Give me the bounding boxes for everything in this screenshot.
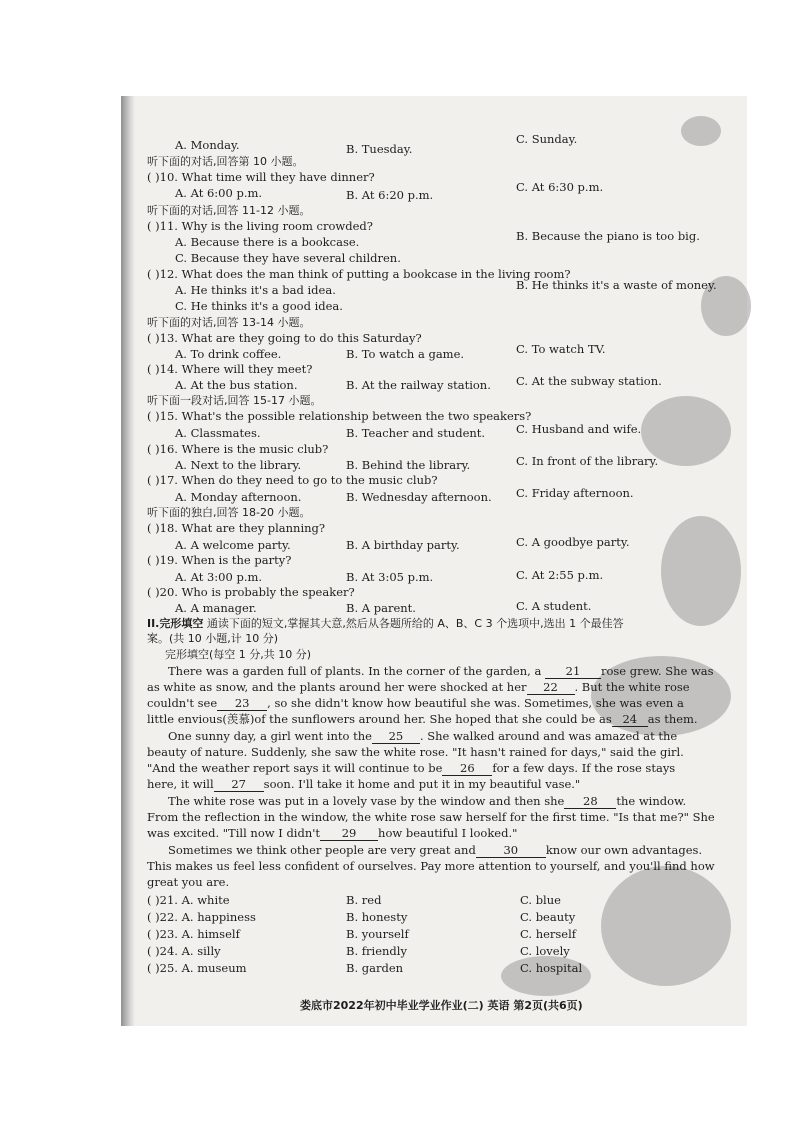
option: A. At 6:00 p.m. (175, 186, 263, 200)
blank-21: 21 (545, 664, 601, 679)
instruction: 听下面的对话,回答第 10 小题。 (147, 155, 304, 168)
instruction: 听下面的对话,回答 11-12 小题。 (147, 204, 311, 217)
blank-23: 23 (217, 696, 267, 711)
question: ( )12. What does the man think of putting a bookcase in the living room? (147, 267, 571, 281)
section-header (147, 617, 624, 631)
passage-line: was excited. "Till now I didn't 29 how beautiful I looked." (147, 826, 518, 840)
scan-noise (681, 116, 721, 146)
option: A. At 3:00 p.m. (175, 570, 263, 584)
passage-line: There was a garden full of plants. In the corner of the garden, a 21 rose grew. She was (168, 664, 714, 678)
q9-option-c: C. Sunday. (516, 132, 578, 146)
option: A. To drink coffee. (175, 347, 282, 361)
option: C. blue (520, 893, 561, 907)
option: A. He thinks it's a bad idea. (175, 283, 336, 297)
passage-line: great you are. (147, 875, 230, 889)
option: B. At 3:05 p.m. (346, 570, 434, 584)
question: ( )17. When do they need to go to the music club? (147, 473, 438, 487)
option: A. Next to the library. (175, 458, 302, 472)
section-instruction-2: 案。(共 10 小题,计 10 分) (147, 632, 279, 645)
blank-25: 25 (372, 729, 420, 744)
blank-27: 27 (214, 777, 264, 792)
question: ( )13. What are they going to do this Saturday? (147, 331, 422, 345)
option: C. Because they have several children. (175, 251, 401, 265)
option: C. lovely (520, 944, 570, 958)
option: ( )21. A. white (147, 893, 230, 907)
option: ( )25. A. museum (147, 961, 247, 975)
passage-line: This makes us feel less confident of ourselves. Pay more attention to yourself, and you'll find how (147, 859, 715, 873)
instruction: 听下面的对话,回答 13-14 小题。 (147, 316, 311, 329)
option: B. At 6:20 p.m. (346, 188, 434, 202)
option: B. honesty (346, 910, 408, 924)
passage-line: little envious(羡慕)of the sunflowers around her. She hoped that she could be as 24 as them. (147, 712, 698, 726)
passage-line: From the reflection in the window, the white rose saw herself for the first time. "Is that me?" She (147, 810, 715, 824)
question: ( )20. Who is probably the speaker? (147, 585, 355, 599)
section-instruction: 通读下面的短文,掌握其大意,然后从各题所给的 A、B、C 3 个选项中,选出 1 个最佳答 (206, 617, 624, 630)
passage-line: "And the weather report says it will continue to be 26 for a few days. If the rose stays (147, 761, 676, 775)
instruction: 听下面一段对话,回答 15-17 小题。 (147, 394, 322, 407)
blank-26: 26 (442, 761, 492, 776)
option: B. friendly (346, 944, 407, 958)
option: C. hospital (520, 961, 583, 975)
passage-line: Sometimes we think other people are very great and 30 know our own advantages. (168, 843, 703, 857)
blank-30: 30 (476, 843, 546, 858)
option: A. Because there is a bookcase. (175, 235, 360, 249)
option: B. Teacher and student. (346, 426, 486, 440)
question: ( )11. Why is the living room crowded? (147, 219, 373, 233)
option: C. herself (520, 927, 577, 941)
option: B. At the railway station. (346, 378, 491, 392)
option: C. In front of the library. (516, 454, 659, 468)
option: C. Husband and wife. (516, 422, 642, 436)
passage-line: beauty of nature. Suddenly, she saw the white rose. "It hasn't rained for days," said the girl. (147, 745, 684, 759)
option: ( )22. A. happiness (147, 910, 256, 924)
blank-28: 28 (564, 794, 616, 809)
option: C. At 2:55 p.m. (516, 568, 604, 582)
option: A. Monday afternoon. (175, 490, 302, 504)
scan-noise (601, 866, 731, 986)
passage-line: as white as snow, and the plants around her were shocked at her 22 . But the white rose (147, 680, 690, 694)
option: C. At the subway station. (516, 374, 662, 388)
option: B. Because the piano is too big. (516, 229, 700, 243)
page-footer: 娄底市2022年初中毕业学业作业(二) 英语 第2页(共6页) (300, 999, 583, 1012)
option: C. At 6:30 p.m. (516, 180, 604, 194)
option: A. A welcome party. (175, 538, 291, 552)
option: C. A goodbye party. (516, 535, 630, 549)
passage-line: here, it will 27 soon. I'll take it home and put it in my beautiful vase." (147, 777, 581, 791)
question: ( )15. What's the possible relationship between the two speakers? (147, 409, 532, 423)
question: ( )19. When is the party? (147, 553, 292, 567)
passage-line: One sunny day, a girl went into the 25 . She walked around and was amazed at the (168, 729, 678, 743)
question: ( )16. Where is the music club? (147, 442, 329, 456)
passage-line: couldn't see 23 , so she didn't know how beautiful she was. Sometimes, she was even a (147, 696, 684, 710)
option: C. A student. (516, 599, 592, 613)
option: B. Wednesday afternoon. (346, 490, 492, 504)
q9-option-a: A. Monday. (175, 138, 240, 152)
blank-29: 29 (320, 826, 378, 841)
question: ( )18. What are they planning? (147, 521, 326, 535)
option: B. Behind the library. (346, 458, 471, 472)
option: B. yourself (346, 927, 409, 941)
option: B. red (346, 893, 382, 907)
passage-line: The white rose was put in a lovely vase by the window and then she 28 the window. (168, 794, 687, 808)
option: C. beauty (520, 910, 576, 924)
question: ( )14. Where will they meet? (147, 362, 313, 376)
q9-option-b: B. Tuesday. (346, 142, 413, 156)
option: B. A parent. (346, 601, 416, 615)
section-title: II.完形填空 (147, 617, 204, 630)
option: A. A manager. (175, 601, 257, 615)
blank-22: 22 (527, 680, 575, 695)
scan-noise (661, 516, 741, 626)
option: ( )24. A. silly (147, 944, 221, 958)
option: C. Friday afternoon. (516, 486, 634, 500)
option: ( )23. A. himself (147, 927, 240, 941)
option: B. garden (346, 961, 404, 975)
blank-24: 24 (612, 712, 648, 727)
question: ( )10. What time will they have dinner? (147, 170, 375, 184)
option: B. He thinks it's a waste of money. (516, 278, 717, 292)
option: C. To watch TV. (516, 342, 606, 356)
option: A. At the bus station. (175, 378, 298, 392)
option: B. To watch a game. (346, 347, 465, 361)
instruction: 听下面的独白,回答 18-20 小题。 (147, 506, 311, 519)
option: B. A birthday party. (346, 538, 460, 552)
option: A. Classmates. (175, 426, 261, 440)
cloze-subtitle: 完形填空(每空 1 分,共 10 分) (165, 648, 312, 661)
option: C. He thinks it's a good idea. (175, 299, 343, 313)
